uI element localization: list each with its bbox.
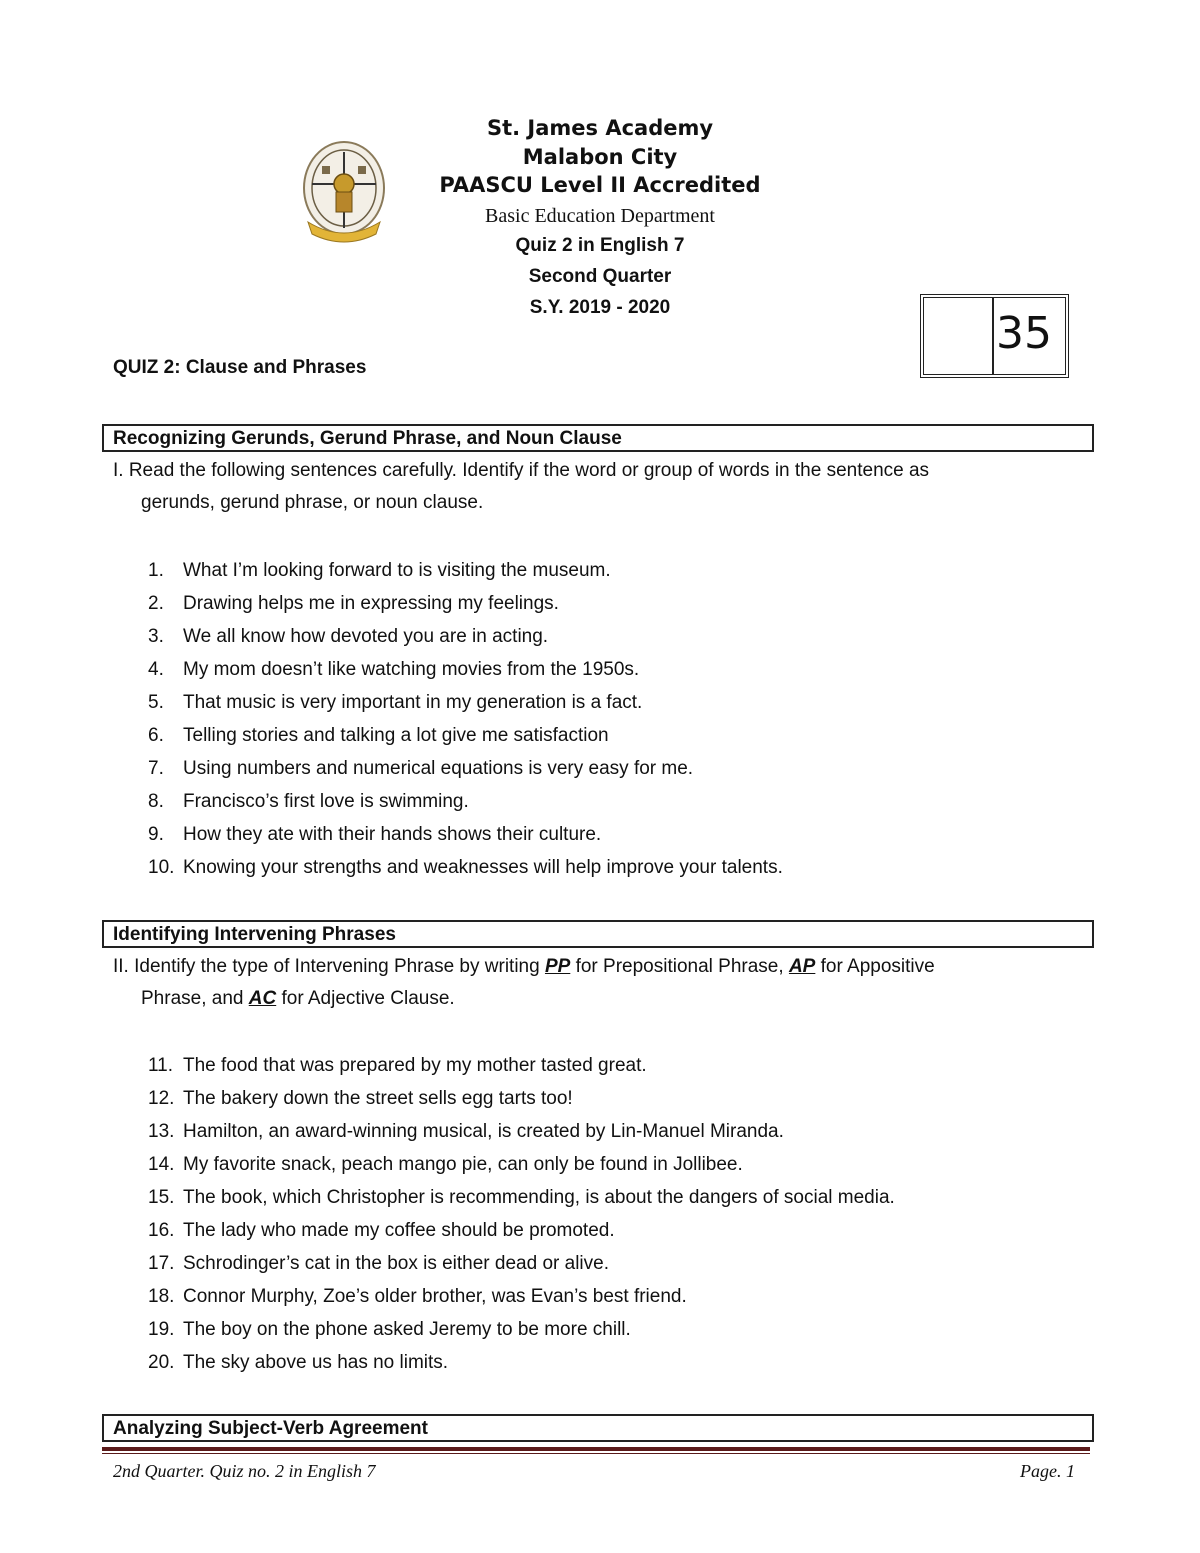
section-header-1 <box>102 424 1094 452</box>
question-number: 11. <box>148 1055 174 1076</box>
instr-part-a: II. Identify the type of Intervening Phrase by writing <box>113 956 545 977</box>
page-number: Page. 1 <box>1020 1461 1075 1481</box>
section-instruction-2 <box>113 951 1073 1015</box>
question-text: We all know how devoted you are in acting. <box>183 626 549 647</box>
school-city: Malabon City <box>522 145 678 169</box>
question-text: Using numbers and numerical equations is very easy for me. <box>183 758 694 779</box>
question-text: The book, which Christopher is recommending, is about the dangers of social media. <box>183 1187 895 1208</box>
footer-left-text: 2nd Quarter. Quiz no. 2 in English 7 <box>113 1461 376 1481</box>
question-number: 19. <box>148 1319 175 1340</box>
score-total: 35 <box>996 308 1052 359</box>
question-item <box>148 1049 895 1082</box>
question-item <box>148 1280 895 1313</box>
accreditation: PAASCU Level II Accredited <box>439 173 761 197</box>
question-text: What I’m looking forward to is visiting the museum. <box>183 560 611 581</box>
question-text: Connor Murphy, Zoe’s older brother, was Evan’s best friend. <box>183 1286 687 1307</box>
question-item <box>148 719 783 752</box>
quarter: Second Quarter <box>528 266 672 287</box>
question-number: 2. <box>148 593 164 614</box>
section-header-2 <box>102 920 1094 948</box>
question-item <box>148 620 783 653</box>
question-number: 20. <box>148 1352 175 1373</box>
question-text: The lady who made my coffee should be promoted. <box>183 1220 615 1241</box>
question-number: 8. <box>148 791 164 812</box>
question-text: The sky above us has no limits. <box>183 1352 449 1373</box>
question-item <box>148 752 783 785</box>
question-item <box>148 818 783 851</box>
question-item <box>148 554 783 587</box>
question-text: The food that was prepared by my mother tasted great. <box>183 1055 647 1076</box>
question-text: My mom doesn’t like watching movies from the 1950s. <box>183 659 640 680</box>
question-item <box>148 653 783 686</box>
question-list-2 <box>148 1049 895 1379</box>
question-item <box>148 686 783 719</box>
question-item <box>148 1082 895 1115</box>
question-number: 1. <box>148 560 164 581</box>
score-box <box>920 294 1069 378</box>
question-number: 16. <box>148 1220 175 1241</box>
question-item <box>148 1214 895 1247</box>
code-pp: PP <box>544 956 571 977</box>
question-number: 4. <box>148 659 164 680</box>
question-number: 14. <box>148 1154 175 1175</box>
question-number: 10. <box>148 857 175 878</box>
question-item <box>148 851 783 884</box>
instr-line-2 <box>113 983 1073 1015</box>
question-text: The boy on the phone asked Jeremy to be more chill. <box>183 1319 631 1340</box>
score-divider <box>992 298 994 374</box>
section-title-1: Recognizing Gerunds, Gerund Phrase, and Noun Clause <box>113 428 622 449</box>
code-ap: AP <box>788 956 816 977</box>
question-number: 13. <box>148 1121 175 1142</box>
question-list-1 <box>148 554 783 884</box>
department: Basic Education Department <box>485 205 715 227</box>
question-number: 15. <box>148 1187 175 1208</box>
question-text: Schrodinger’s cat in the box is either dead or alive. <box>183 1253 609 1274</box>
question-number: 3. <box>148 626 164 647</box>
question-text: Knowing your strengths and weaknesses will help improve your talents. <box>183 857 783 878</box>
question-number: 5. <box>148 692 164 713</box>
footer-rule-thin <box>102 1453 1090 1454</box>
code-ac: AC <box>248 988 277 1009</box>
quiz-name: Quiz 2 in English 7 <box>515 235 685 256</box>
instr-part-e: for Adjective Clause. <box>276 988 455 1009</box>
question-item <box>148 1181 895 1214</box>
question-number: 12. <box>148 1088 175 1109</box>
question-number: 7. <box>148 758 164 779</box>
question-text: The bakery down the street sells egg tarts too! <box>183 1088 573 1109</box>
question-item <box>148 1247 895 1280</box>
question-text: My favorite snack, peach mango pie, can only be found in Jollibee. <box>183 1154 743 1175</box>
question-item <box>148 587 783 620</box>
question-item <box>148 1313 895 1346</box>
question-item <box>148 785 783 818</box>
question-number: 6. <box>148 725 164 746</box>
school-name: St. James Academy <box>486 116 714 140</box>
instr-part-b: for Prepositional Phrase, <box>570 956 789 977</box>
question-text: Telling stories and talking a lot give me satisfaction <box>183 725 609 746</box>
instruction-line-2: gerunds, gerund phrase, or noun clause. <box>141 492 484 513</box>
instr-part-d: Phrase, and <box>141 988 249 1009</box>
question-item <box>148 1115 895 1148</box>
question-text: How they ate with their hands shows their culture. <box>183 824 602 845</box>
section-title-3: Analyzing Subject-Verb Agreement <box>113 1418 428 1439</box>
school-year: S.Y. 2019 - 2020 <box>529 297 671 318</box>
quiz-title: QUIZ 2: Clause and Phrases <box>113 357 367 378</box>
question-number: 18. <box>148 1286 175 1307</box>
question-text: Francisco’s first love is swimming. <box>183 791 469 812</box>
instruction-line-1: I. Read the following sentences carefully. Identify if the word or group of words in the sentence as <box>113 460 930 481</box>
footer-rule <box>102 1447 1090 1451</box>
section-title-2: Identifying Intervening Phrases <box>113 924 396 945</box>
question-text: Hamilton, an award-winning musical, is created by Lin-Manuel Miranda. <box>183 1121 784 1142</box>
question-number: 17. <box>148 1253 175 1274</box>
question-text: That music is very important in my generation is a fact. <box>183 692 643 713</box>
instr-part-c: for Appositive <box>815 956 935 977</box>
question-item <box>148 1148 895 1181</box>
question-number: 9. <box>148 824 164 845</box>
section-instruction-1 <box>113 455 1073 519</box>
question-item <box>148 1346 895 1379</box>
question-text: Drawing helps me in expressing my feelings. <box>183 593 559 614</box>
section-header-3 <box>102 1414 1094 1442</box>
